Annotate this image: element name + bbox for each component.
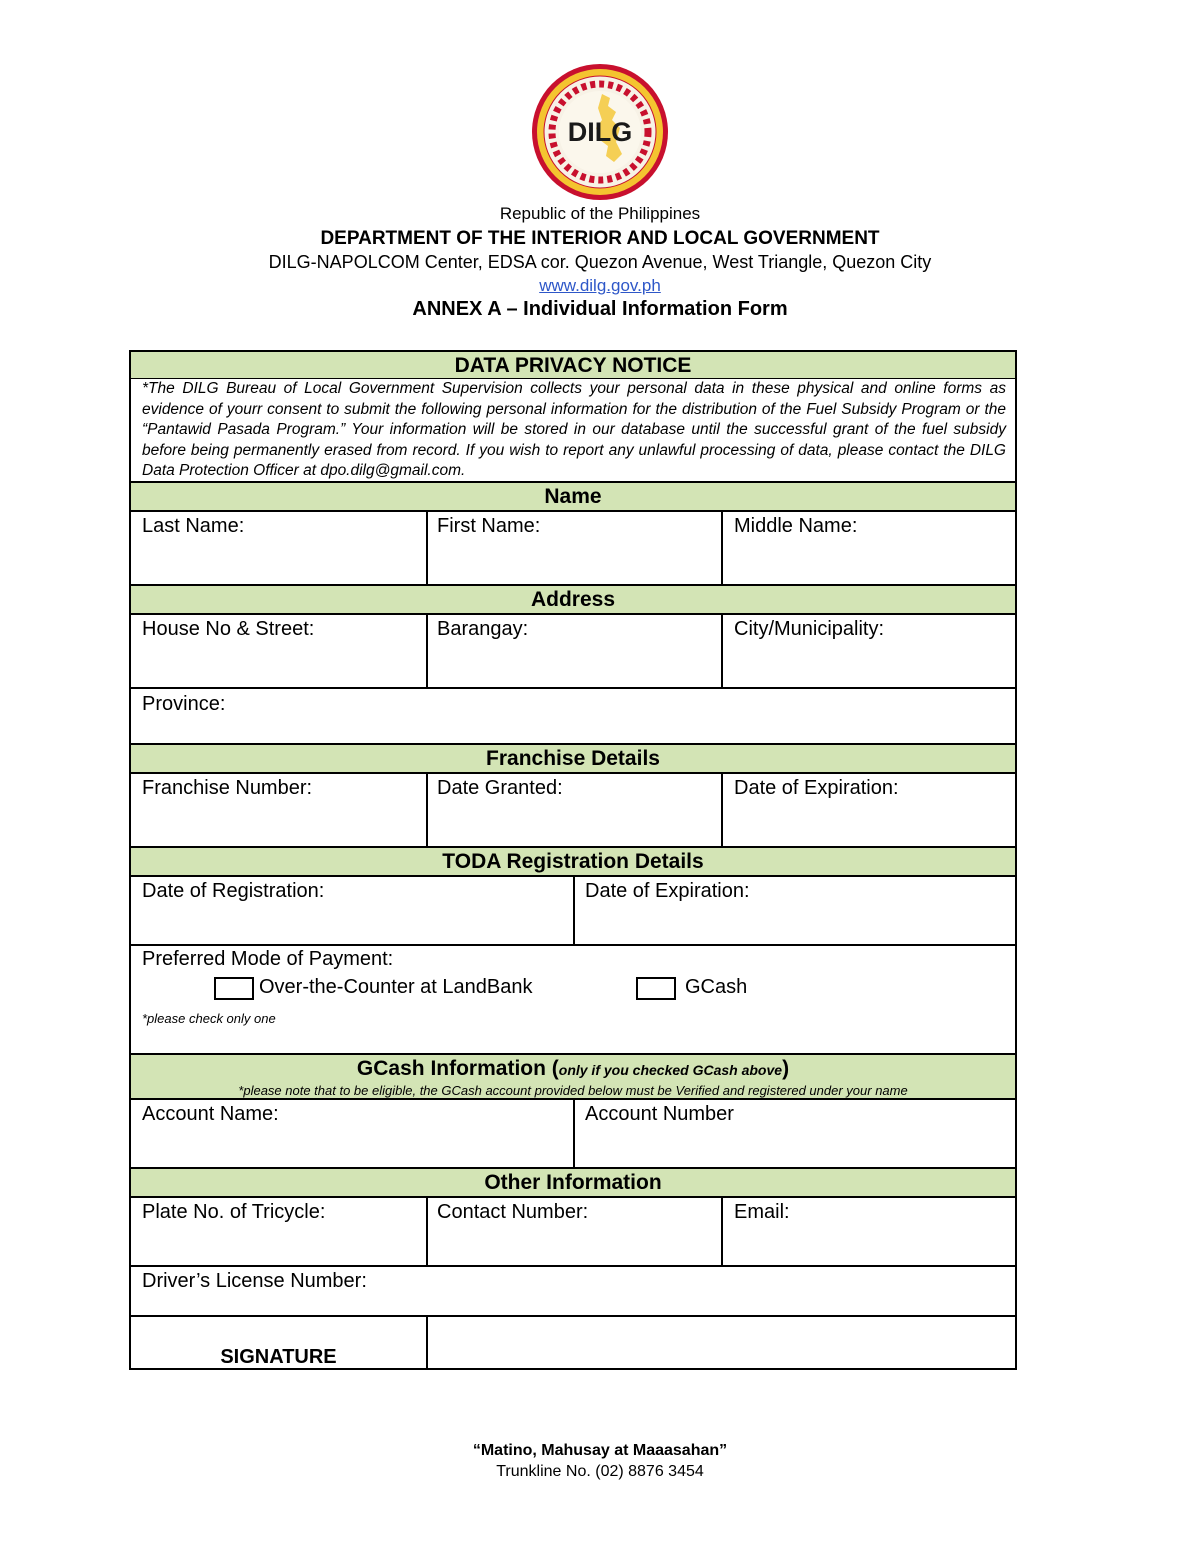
- gcash-account-number-field[interactable]: Account Number: [585, 1103, 734, 1125]
- department-name: DEPARTMENT OF THE INTERIOR AND LOCAL GOVERNMENT: [320, 228, 880, 249]
- signature-label: SIGNATURE: [220, 1346, 337, 1368]
- city-municipality-field[interactable]: City/Municipality:: [734, 618, 885, 640]
- house-street-field[interactable]: House No & Street:: [142, 618, 315, 640]
- gcash-title-note: only if you checked GCash above: [558, 1062, 783, 1078]
- signature-field[interactable]: [429, 1318, 1013, 1366]
- privacy-notice-text: *The DILG Bureau of Local Government Supervision collects your personal data in these physical and online forms as evidence of yourr consent to submit the following personal information for the distribution of the Fuel Subsidy Program or the “Pantawid Pasada Program.” Your information will be stored in our database until the successful grant of the fuel subsidy before being permanently erased from record. If you wish to report any unlawful processing of data, please contact the DILG Data Protection Officer at dpo.dilg@gmail.com.: [142, 380, 1006, 479]
- gcash-section-title: GCash Information (: [356, 1057, 559, 1080]
- other-section-header: Other Information: [131, 1169, 1015, 1198]
- franchise-section-header: Franchise Details: [131, 745, 1015, 774]
- province-field[interactable]: Province:: [142, 693, 226, 715]
- form-title: ANNEX A – Individual Information Form: [412, 298, 788, 320]
- otc-landbank-label: Over-the-Counter at LandBank: [259, 976, 533, 998]
- toda-section-header: TODA Registration Details: [131, 848, 1015, 877]
- gcash-eligibility-note: *please note that to be eligible, the GCash account provided below must be Verified and registered under your name: [238, 1083, 908, 1098]
- otc-landbank-checkbox[interactable]: [214, 977, 254, 1000]
- toda-registration-date-field[interactable]: Date of Registration:: [142, 880, 325, 902]
- last-name-field[interactable]: Last Name:: [142, 515, 245, 537]
- barangay-field[interactable]: Barangay:: [437, 618, 529, 640]
- gcash-option-label: GCash: [685, 976, 748, 998]
- privacy-notice-header: DATA PRIVACY NOTICE: [131, 352, 1015, 379]
- gcash-account-name-field[interactable]: Account Name:: [142, 1103, 279, 1125]
- payment-mode-label: Preferred Mode of Payment:: [142, 948, 394, 970]
- gcash-title-end: ): [782, 1057, 790, 1080]
- department-address: DILG-NAPOLCOM Center, EDSA cor. Quezon Avenue, West Triangle, Quezon City: [268, 252, 932, 272]
- website-link[interactable]: www.dilg.gov.ph: [539, 276, 661, 295]
- plate-number-field[interactable]: Plate No. of Tricycle:: [142, 1201, 326, 1223]
- dilg-seal-logo: [530, 62, 670, 202]
- footer-trunkline: Trunkline No. (02) 8876 3454: [496, 1463, 704, 1480]
- middle-name-field[interactable]: Middle Name:: [734, 515, 858, 537]
- gcash-section-header: [131, 1055, 1015, 1100]
- franchise-expiration-field[interactable]: Date of Expiration:: [734, 777, 899, 799]
- address-section-header: Address: [131, 586, 1015, 615]
- first-name-field[interactable]: First Name:: [437, 515, 541, 537]
- information-form: [129, 350, 1017, 1370]
- logo-text: DILG: [567, 117, 633, 147]
- drivers-license-field[interactable]: Driver’s License Number:: [142, 1270, 367, 1292]
- email-field[interactable]: Email:: [734, 1201, 790, 1223]
- republic-line: Republic of the Philippines: [499, 204, 701, 223]
- payment-note: *please check only one: [142, 1011, 276, 1026]
- franchise-number-field[interactable]: Franchise Number:: [142, 777, 313, 799]
- toda-expiration-date-field[interactable]: Date of Expiration:: [585, 880, 750, 902]
- footer-motto: “Matino, Mahusay at Maaasahan”: [472, 1442, 728, 1459]
- date-granted-field[interactable]: Date Granted:: [437, 777, 563, 799]
- contact-number-field[interactable]: Contact Number:: [437, 1201, 589, 1223]
- gcash-checkbox[interactable]: [636, 977, 676, 1000]
- name-section-header: Name: [131, 483, 1015, 512]
